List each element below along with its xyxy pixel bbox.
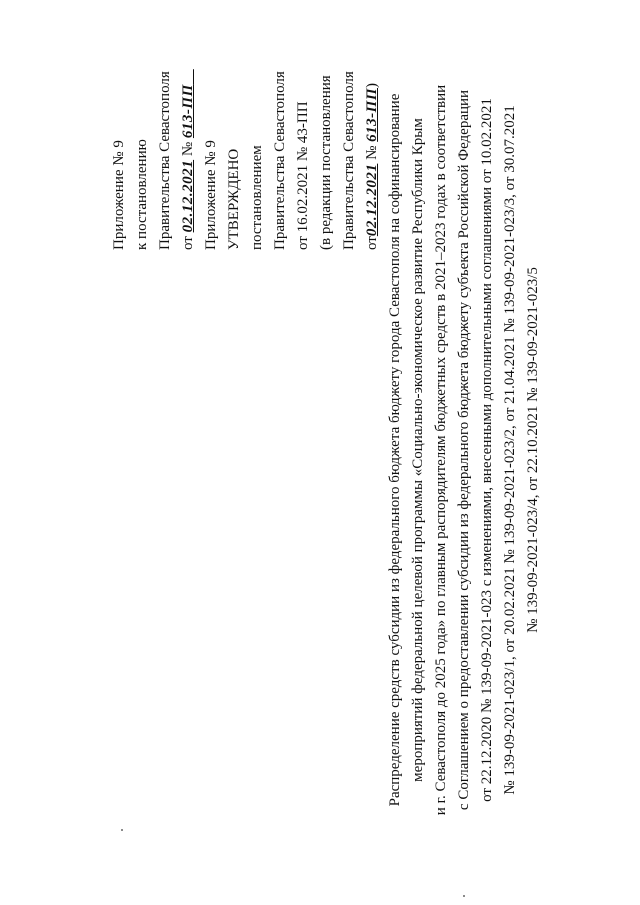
appendix-2-line-3: постановлением xyxy=(249,145,265,250)
appendix-1-line-1: Приложение № 9 xyxy=(111,140,127,250)
appendix-2-close-paren: ) xyxy=(364,82,380,88)
appendix-2-line-8 xyxy=(361,10,384,250)
scan-speck xyxy=(121,829,123,831)
title-line-3: и г. Севастополя до 2025 года» по главным распорядителям бюджетных средств в 2021–2023 годах в соответствии xyxy=(433,84,449,816)
appendix-2-line-6: (в редакции постановления xyxy=(318,75,334,250)
appendix-1-number-underline xyxy=(180,69,196,84)
appendix-1-date-prefix: от xyxy=(180,236,196,250)
appendix-1-line-3: Правительства Севастополя xyxy=(157,71,173,250)
appendix-2-line-4: Правительства Севастополя xyxy=(272,71,288,250)
title-line-1: Распределение средств субсидии из федерального бюджета бюджету города Севастополя на софинансирование xyxy=(387,93,403,807)
appendix-2-number-label: № xyxy=(364,145,380,160)
title-line-5: от 22.12.2020 № 139-09-2021-023 с изменениями, внесенными дополнительными соглашениями от 10.02.2021 xyxy=(479,98,495,802)
title-line-7: № 139-09-2021-023/4, от 22.10.2021 № 139-09-2021-023/5 xyxy=(525,267,541,633)
scan-speck xyxy=(463,895,465,897)
document-title xyxy=(384,50,545,850)
appendix-2-date: 02.12.2021 xyxy=(364,163,380,237)
title-line-2: мероприятий федеральной целевой программы «Социально-экономическое развитие Республики Крым xyxy=(410,118,426,782)
appendix-block-2 xyxy=(200,10,384,250)
title-line-4: с Соглашением о предоставлении субсидии из федерального бюджета бюджету субъекта Российской Федерации xyxy=(456,89,472,811)
appendix-1-number-label: № xyxy=(180,141,196,157)
appendix-1-line-2: к постановлению xyxy=(134,139,150,250)
appendix-block-1 xyxy=(108,10,200,250)
appendix-2-line-2: УТВЕРЖДЕНО xyxy=(226,148,242,250)
appendix-2-date-prefix: от xyxy=(364,236,380,250)
appendix-1-number: 613-ПП xyxy=(180,84,196,139)
title-line-6: № 139-09-2021-023/1, от 20.02.2021 № 139-09-2021-023/2, от 21.04.2021 № 139-09-2021-023/3, от 30.07.2021 xyxy=(502,105,518,795)
appendix-2-line-5: от 16.02.2021 № 43-ПП xyxy=(295,101,311,250)
appendix-1-date: 02.12.2021 xyxy=(180,159,196,233)
appendix-2-line-1: Приложение № 9 xyxy=(203,140,219,250)
appendix-2-number: 613-ПП xyxy=(364,87,380,142)
appendix-2-line-7: Правительства Севастополя xyxy=(341,71,357,250)
appendix-1-line-4 xyxy=(177,10,200,250)
